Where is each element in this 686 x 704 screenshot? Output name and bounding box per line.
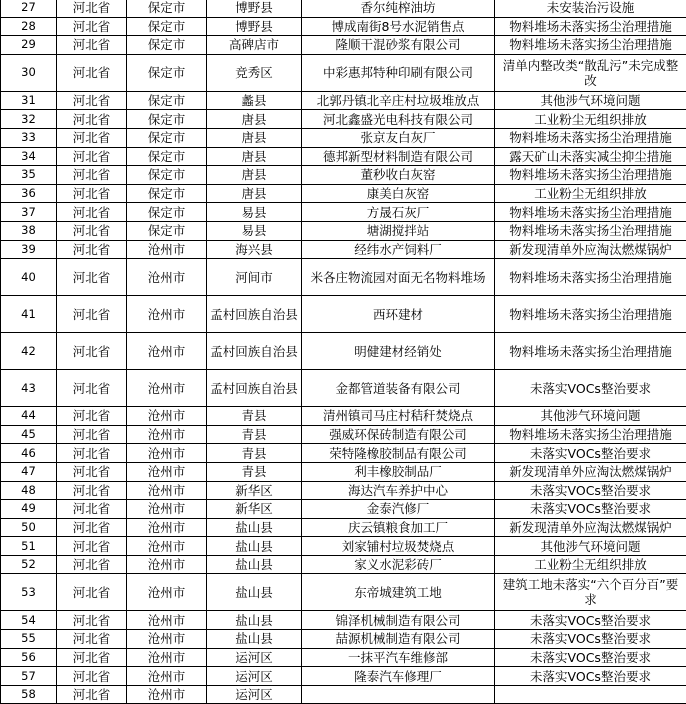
entity-name-cell: 中彩惠邦特种印刷有限公司 bbox=[302, 54, 495, 91]
row-number-cell: 31 bbox=[1, 91, 57, 110]
row-number-cell: 33 bbox=[1, 128, 57, 147]
entity-name-cell: 刘家铺村垃圾焚烧点 bbox=[302, 537, 495, 556]
province-cell: 河北省 bbox=[57, 555, 127, 574]
province-cell: 河北省 bbox=[57, 407, 127, 426]
issue-cell: 未落实VOCs整治要求 bbox=[495, 481, 686, 500]
issue-cell: 其他涉气环境问题 bbox=[495, 407, 686, 426]
county-cell: 博野县 bbox=[207, 0, 302, 17]
province-cell: 河北省 bbox=[57, 611, 127, 630]
table-row bbox=[1, 481, 686, 500]
province-cell: 河北省 bbox=[57, 648, 127, 667]
city-cell: 沧州市 bbox=[127, 462, 207, 481]
entity-name-cell: 东帝城建筑工地 bbox=[302, 574, 495, 611]
entity-name-cell: 强威环保砖制造有限公司 bbox=[302, 425, 495, 444]
issue-cell: 物料堆场未落实扬尘治理措施 bbox=[495, 425, 686, 444]
city-cell: 保定市 bbox=[127, 128, 207, 147]
county-cell: 盐山县 bbox=[207, 630, 302, 649]
table-row bbox=[1, 240, 686, 259]
table-row bbox=[1, 0, 686, 17]
county-cell: 孟村回族自治县 bbox=[207, 296, 302, 333]
county-cell: 孟村回族自治县 bbox=[207, 333, 302, 370]
issue-cell: 其他涉气环境问题 bbox=[495, 91, 686, 110]
city-cell: 保定市 bbox=[127, 147, 207, 166]
row-number-cell: 35 bbox=[1, 166, 57, 185]
row-number-cell: 30 bbox=[1, 54, 57, 91]
row-number-cell: 39 bbox=[1, 240, 57, 259]
table-row bbox=[1, 555, 686, 574]
county-cell: 新华区 bbox=[207, 500, 302, 519]
province-cell: 河北省 bbox=[57, 240, 127, 259]
entity-name-cell: 锦泽机械制造有限公司 bbox=[302, 611, 495, 630]
city-cell: 保定市 bbox=[127, 166, 207, 185]
city-cell: 保定市 bbox=[127, 203, 207, 222]
table-row bbox=[1, 36, 686, 55]
county-cell: 博野县 bbox=[207, 17, 302, 36]
table-row bbox=[1, 184, 686, 203]
entity-name-cell bbox=[302, 685, 495, 704]
issue-cell: 物料堆场未落实扬尘治理措施 bbox=[495, 17, 686, 36]
table-row bbox=[1, 425, 686, 444]
province-cell: 河北省 bbox=[57, 166, 127, 185]
province-cell: 河北省 bbox=[57, 667, 127, 686]
issue-cell: 物料堆场未落实扬尘治理措施 bbox=[495, 333, 686, 370]
county-cell: 河间市 bbox=[207, 259, 302, 296]
county-cell: 青县 bbox=[207, 444, 302, 463]
row-number-cell: 28 bbox=[1, 17, 57, 36]
issue-cell: 其他涉气环境问题 bbox=[495, 537, 686, 556]
county-cell: 唐县 bbox=[207, 128, 302, 147]
province-cell: 河北省 bbox=[57, 481, 127, 500]
row-number-cell: 50 bbox=[1, 518, 57, 537]
city-cell: 沧州市 bbox=[127, 240, 207, 259]
entity-name-cell: 香尔纯榨油坊 bbox=[302, 0, 495, 17]
province-cell: 河北省 bbox=[57, 444, 127, 463]
entity-name-cell: 喆源机械制造有限公司 bbox=[302, 630, 495, 649]
issue-cell: 未落实VOCs整治要求 bbox=[495, 648, 686, 667]
row-number-cell: 34 bbox=[1, 147, 57, 166]
city-cell: 保定市 bbox=[127, 110, 207, 129]
row-number-cell: 29 bbox=[1, 36, 57, 55]
province-cell: 河北省 bbox=[57, 462, 127, 481]
province-cell: 河北省 bbox=[57, 36, 127, 55]
row-number-cell: 46 bbox=[1, 444, 57, 463]
issue-cell: 未落实VOCs整治要求 bbox=[495, 370, 686, 407]
entity-name-cell: 方晟石灰厂 bbox=[302, 203, 495, 222]
issue-cell: 物料堆场未落实扬尘治理措施 bbox=[495, 203, 686, 222]
table-row bbox=[1, 110, 686, 129]
issue-cell: 工业粉尘无组织排放 bbox=[495, 110, 686, 129]
issue-cell: 工业粉尘无组织排放 bbox=[495, 555, 686, 574]
entity-name-cell: 董秒收白灰窑 bbox=[302, 166, 495, 185]
issue-cell: 物料堆场未落实扬尘治理措施 bbox=[495, 221, 686, 240]
city-cell: 保定市 bbox=[127, 184, 207, 203]
row-number-cell: 51 bbox=[1, 537, 57, 556]
county-cell: 盐山县 bbox=[207, 574, 302, 611]
issue-cell: 物料堆场未落实扬尘治理措施 bbox=[495, 128, 686, 147]
province-cell: 河北省 bbox=[57, 370, 127, 407]
table-row bbox=[1, 537, 686, 556]
table-body bbox=[1, 0, 686, 704]
table-row bbox=[1, 518, 686, 537]
row-number-cell: 58 bbox=[1, 685, 57, 704]
county-cell: 易县 bbox=[207, 203, 302, 222]
entity-name-cell: 张京友白灰厂 bbox=[302, 128, 495, 147]
province-cell: 河北省 bbox=[57, 425, 127, 444]
county-cell: 高碑店市 bbox=[207, 36, 302, 55]
issue-cell: 新发现清单外应淘汰燃煤锅炉 bbox=[495, 462, 686, 481]
entity-name-cell: 金泰汽修厂 bbox=[302, 500, 495, 519]
county-cell: 盐山县 bbox=[207, 611, 302, 630]
province-cell: 河北省 bbox=[57, 685, 127, 704]
entity-name-cell: 明健建材经销处 bbox=[302, 333, 495, 370]
city-cell: 保定市 bbox=[127, 17, 207, 36]
province-cell: 河北省 bbox=[57, 333, 127, 370]
issue-cell: 露天矿山未落实减尘抑尘措施 bbox=[495, 147, 686, 166]
province-cell: 河北省 bbox=[57, 537, 127, 556]
city-cell: 沧州市 bbox=[127, 296, 207, 333]
county-cell: 青县 bbox=[207, 425, 302, 444]
table-row bbox=[1, 462, 686, 481]
issue-cell: 物料堆场未落实扬尘治理措施 bbox=[495, 166, 686, 185]
province-cell: 河北省 bbox=[57, 296, 127, 333]
issue-cell: 工业粉尘无组织排放 bbox=[495, 184, 686, 203]
row-number-cell: 41 bbox=[1, 296, 57, 333]
issue-cell: 建筑工地未落实“六个百分百”要求 bbox=[495, 574, 686, 611]
entity-name-cell: 金都管道装备有限公司 bbox=[302, 370, 495, 407]
province-cell: 河北省 bbox=[57, 147, 127, 166]
county-cell: 唐县 bbox=[207, 184, 302, 203]
table-row bbox=[1, 147, 686, 166]
entity-name-cell: 庆云镇粮食加工厂 bbox=[302, 518, 495, 537]
city-cell: 沧州市 bbox=[127, 407, 207, 426]
table-row bbox=[1, 500, 686, 519]
city-cell: 沧州市 bbox=[127, 667, 207, 686]
entity-name-cell: 康美白灰窑 bbox=[302, 184, 495, 203]
table-row bbox=[1, 444, 686, 463]
row-number-cell: 56 bbox=[1, 648, 57, 667]
table-row bbox=[1, 407, 686, 426]
city-cell: 沧州市 bbox=[127, 611, 207, 630]
entity-name-cell: 利丰橡胶制品厂 bbox=[302, 462, 495, 481]
issue-cell: 清单内整改类“散乱污”未完成整改 bbox=[495, 54, 686, 91]
issue-cell bbox=[495, 685, 686, 704]
entity-name-cell: 塘湖搅拌站 bbox=[302, 221, 495, 240]
row-number-cell: 38 bbox=[1, 221, 57, 240]
table-row bbox=[1, 259, 686, 296]
issue-cell: 未落实VOCs整治要求 bbox=[495, 611, 686, 630]
issue-cell: 未落实VOCs整治要求 bbox=[495, 444, 686, 463]
province-cell: 河北省 bbox=[57, 500, 127, 519]
county-cell: 海兴县 bbox=[207, 240, 302, 259]
row-number-cell: 48 bbox=[1, 481, 57, 500]
table-row bbox=[1, 611, 686, 630]
row-number-cell: 36 bbox=[1, 184, 57, 203]
row-number-cell: 55 bbox=[1, 630, 57, 649]
entity-name-cell: 清州镇司马庄村秸秆焚烧点 bbox=[302, 407, 495, 426]
city-cell: 保定市 bbox=[127, 0, 207, 17]
row-number-cell: 53 bbox=[1, 574, 57, 611]
entity-name-cell: 隆泰汽车修理厂 bbox=[302, 667, 495, 686]
county-cell: 青县 bbox=[207, 462, 302, 481]
city-cell: 保定市 bbox=[127, 91, 207, 110]
city-cell: 沧州市 bbox=[127, 425, 207, 444]
table-row bbox=[1, 685, 686, 704]
city-cell: 沧州市 bbox=[127, 685, 207, 704]
entity-name-cell: 西环建材 bbox=[302, 296, 495, 333]
table-row bbox=[1, 630, 686, 649]
entity-name-cell: 家义水泥彩砖厂 bbox=[302, 555, 495, 574]
city-cell: 沧州市 bbox=[127, 370, 207, 407]
table-row bbox=[1, 574, 686, 611]
table-row bbox=[1, 17, 686, 36]
city-cell: 保定市 bbox=[127, 54, 207, 91]
province-cell: 河北省 bbox=[57, 17, 127, 36]
province-cell: 河北省 bbox=[57, 54, 127, 91]
row-number-cell: 27 bbox=[1, 0, 57, 17]
province-cell: 河北省 bbox=[57, 259, 127, 296]
county-cell: 唐县 bbox=[207, 147, 302, 166]
province-cell: 河北省 bbox=[57, 221, 127, 240]
issue-cell: 新发现清单外应淘汰燃煤锅炉 bbox=[495, 240, 686, 259]
row-number-cell: 43 bbox=[1, 370, 57, 407]
city-cell: 沧州市 bbox=[127, 630, 207, 649]
county-cell: 运河区 bbox=[207, 648, 302, 667]
city-cell: 沧州市 bbox=[127, 500, 207, 519]
issue-cell: 物料堆场未落实扬尘治理措施 bbox=[495, 36, 686, 55]
row-number-cell: 54 bbox=[1, 611, 57, 630]
table-row bbox=[1, 128, 686, 147]
county-cell: 竞秀区 bbox=[207, 54, 302, 91]
city-cell: 沧州市 bbox=[127, 259, 207, 296]
row-number-cell: 42 bbox=[1, 333, 57, 370]
table-row bbox=[1, 166, 686, 185]
row-number-cell: 32 bbox=[1, 110, 57, 129]
table-row bbox=[1, 203, 686, 222]
city-cell: 沧州市 bbox=[127, 574, 207, 611]
issue-cell: 新发现清单外应淘汰燃煤锅炉 bbox=[495, 518, 686, 537]
row-number-cell: 57 bbox=[1, 667, 57, 686]
province-cell: 河北省 bbox=[57, 128, 127, 147]
province-cell: 河北省 bbox=[57, 184, 127, 203]
province-cell: 河北省 bbox=[57, 574, 127, 611]
entity-name-cell: 河北鑫盛光电科技有限公司 bbox=[302, 110, 495, 129]
entity-name-cell: 德邦新型材料制造有限公司 bbox=[302, 147, 495, 166]
entity-name-cell: 博成南街8号水泥销售点 bbox=[302, 17, 495, 36]
province-cell: 河北省 bbox=[57, 203, 127, 222]
city-cell: 沧州市 bbox=[127, 648, 207, 667]
issue-cell: 未落实VOCs整治要求 bbox=[495, 500, 686, 519]
row-number-cell: 52 bbox=[1, 555, 57, 574]
entity-name-cell: 海达汽车养护中心 bbox=[302, 481, 495, 500]
city-cell: 保定市 bbox=[127, 36, 207, 55]
table-row bbox=[1, 667, 686, 686]
county-cell: 易县 bbox=[207, 221, 302, 240]
city-cell: 沧州市 bbox=[127, 481, 207, 500]
county-cell: 盐山县 bbox=[207, 537, 302, 556]
table-row bbox=[1, 91, 686, 110]
row-number-cell: 37 bbox=[1, 203, 57, 222]
issue-cell: 未落实VOCs整治要求 bbox=[495, 667, 686, 686]
county-cell: 运河区 bbox=[207, 667, 302, 686]
province-cell: 河北省 bbox=[57, 0, 127, 17]
table-row bbox=[1, 296, 686, 333]
entity-name-cell: 经纬水产饲料厂 bbox=[302, 240, 495, 259]
table-row bbox=[1, 221, 686, 240]
county-cell: 孟村回族自治县 bbox=[207, 370, 302, 407]
entity-name-cell: 荣特隆橡胶制品有限公司 bbox=[302, 444, 495, 463]
city-cell: 沧州市 bbox=[127, 333, 207, 370]
province-cell: 河北省 bbox=[57, 110, 127, 129]
county-cell: 盐山县 bbox=[207, 555, 302, 574]
entity-name-cell: 隆顺干混砂浆有限公司 bbox=[302, 36, 495, 55]
city-cell: 沧州市 bbox=[127, 555, 207, 574]
county-cell: 唐县 bbox=[207, 110, 302, 129]
table-row bbox=[1, 648, 686, 667]
province-cell: 河北省 bbox=[57, 518, 127, 537]
row-number-cell: 40 bbox=[1, 259, 57, 296]
table-row bbox=[1, 54, 686, 91]
row-number-cell: 45 bbox=[1, 425, 57, 444]
county-cell: 盐山县 bbox=[207, 518, 302, 537]
issue-cell: 未落实VOCs整治要求 bbox=[495, 630, 686, 649]
county-cell: 唐县 bbox=[207, 166, 302, 185]
city-cell: 保定市 bbox=[127, 221, 207, 240]
issue-cell: 物料堆场未落实扬尘治理措施 bbox=[495, 296, 686, 333]
row-number-cell: 44 bbox=[1, 407, 57, 426]
county-cell: 蠡县 bbox=[207, 91, 302, 110]
issue-cell: 物料堆场未落实扬尘治理措施 bbox=[495, 259, 686, 296]
city-cell: 沧州市 bbox=[127, 537, 207, 556]
county-cell: 新华区 bbox=[207, 481, 302, 500]
issue-cell: 未安装治污设施 bbox=[495, 0, 686, 17]
county-cell: 运河区 bbox=[207, 685, 302, 704]
province-cell: 河北省 bbox=[57, 91, 127, 110]
county-cell: 青县 bbox=[207, 407, 302, 426]
entity-name-cell: 米各庄物流园对面无名物料堆场 bbox=[302, 259, 495, 296]
table-row bbox=[1, 370, 686, 407]
entity-name-cell: 北郭丹镇北辛庄村垃圾堆放点 bbox=[302, 91, 495, 110]
entity-name-cell: 一抹平汽车维修部 bbox=[302, 648, 495, 667]
city-cell: 沧州市 bbox=[127, 444, 207, 463]
row-number-cell: 47 bbox=[1, 462, 57, 481]
city-cell: 沧州市 bbox=[127, 518, 207, 537]
table-row bbox=[1, 333, 686, 370]
province-cell: 河北省 bbox=[57, 630, 127, 649]
row-number-cell: 49 bbox=[1, 500, 57, 519]
